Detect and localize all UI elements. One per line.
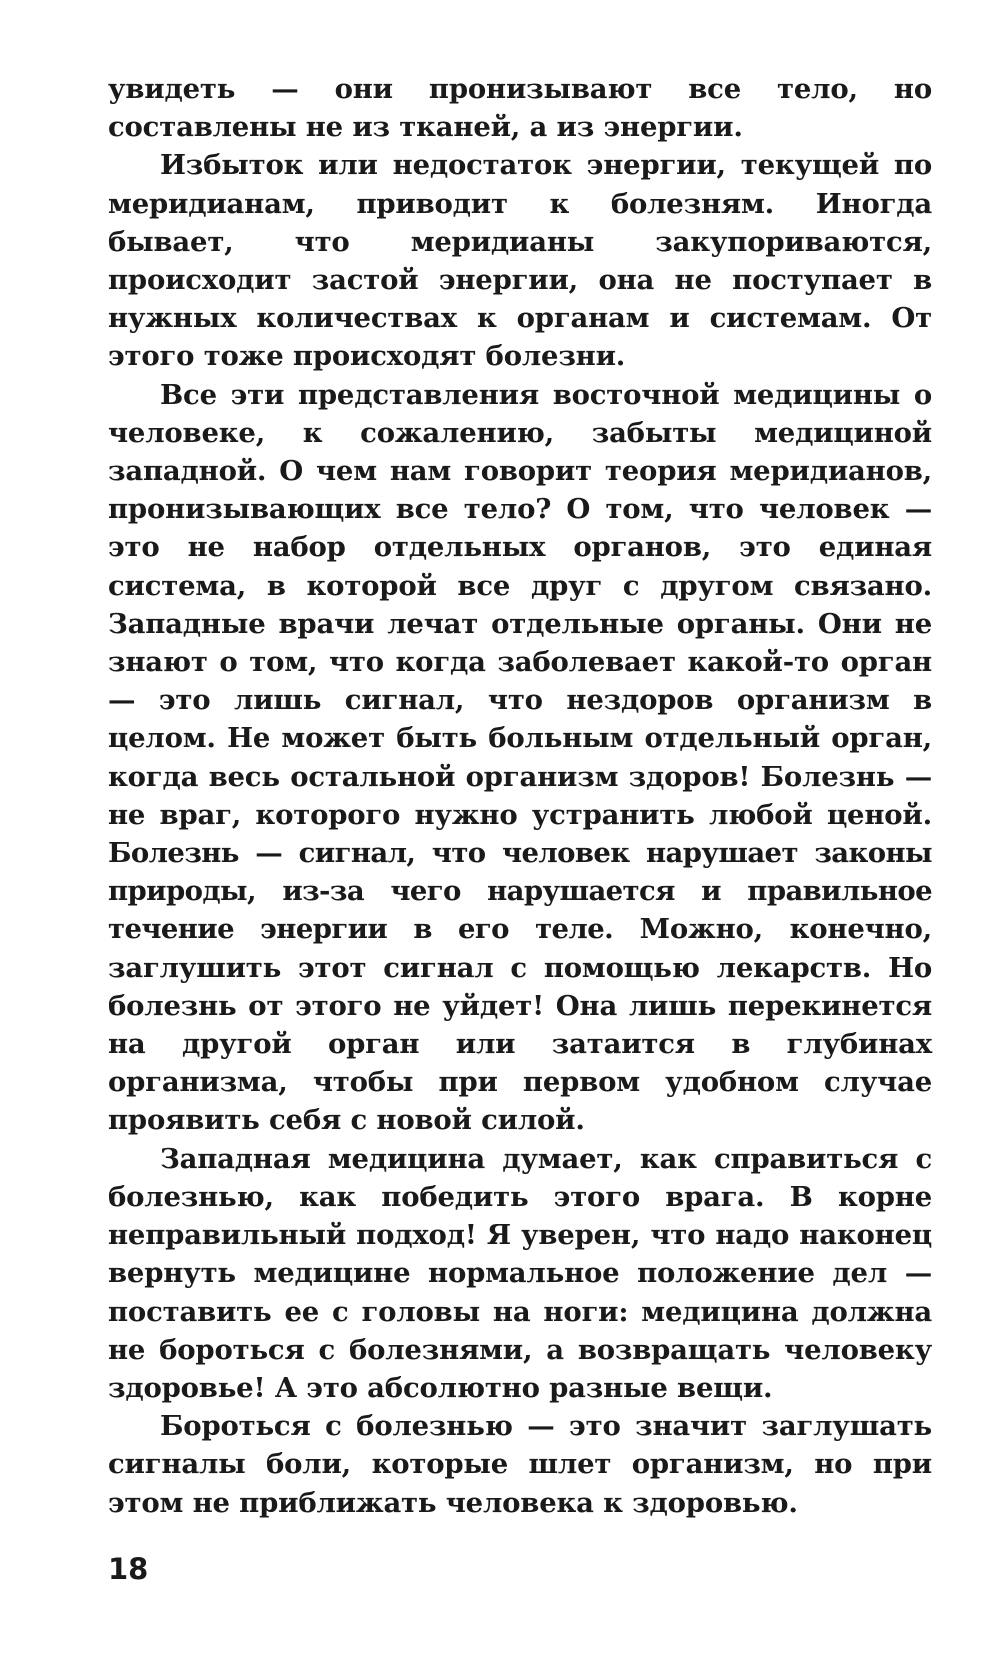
paragraph-3-text-after: Можно, конечно, заглушить этот сигнал с помощью лекарств. Но болезнь от этого не уйдет! Она лишь перекинется на другой орган или затаится в глубинах организма, чтобы при первом удобном случае проявить себя с новой силой. xyxy=(108,913,932,1137)
paragraph-3 xyxy=(108,376,932,1140)
paragraph-5: Бороться с болезнью — это значит заглушать сигналы боли, которые шлет организм, но при этом не приближать человека к здоровью. xyxy=(108,1410,932,1519)
paragraph-3-emphasis: Болезнь — сигнал, что человек нарушает законы природы, из-за чего нарушается и правильное течение энергии в его теле. xyxy=(108,837,932,946)
paragraph-1: увидеть — они пронизывают все тело, но составлены не из тканей, а из энергии. xyxy=(108,73,932,144)
paragraph-4: Западная медицина думает, как справиться с болезнью, как победить этого врага. В корне неправильный подход! Я уверен, что надо наконец вернуть медицине нормальное положение дел — поставить ее с головы на ноги: медицина должна не бороться с болезнями, а возвращать человеку здоровье! А это абсолютно разные вещи. xyxy=(108,1142,932,1404)
paragraph-3-text-before: Все эти представления восточной медицины о человеке, к сожалению, забыты медициной западной. О чем нам говорит теория меридианов, пронизывающих все тело? О том, что человек — это не набор отдельных органов, это единая система, в которой все друг с другом связано. Западные врачи лечат отдельные органы. Они не знают о том, что когда заболевает какой-то орган — это лишь сигнал, что нездоров организм в целом. Не может быть больным отдельный орган, когда весь остальной организм здоров! Болезнь — не враг, которого нужно устранить любой ценой. xyxy=(108,378,932,831)
page-number: 18 xyxy=(108,1552,149,1586)
page-body xyxy=(108,70,932,1522)
paragraph-2: Избыток или недостаток энергии, текущей по меридианам, приводит к болезням. Иногда бывает, что меридианы закупориваются, происходит застой энергии, она не поступает в нужных количествах к органам и системам. От этого тоже происходят болезни. xyxy=(108,149,932,373)
